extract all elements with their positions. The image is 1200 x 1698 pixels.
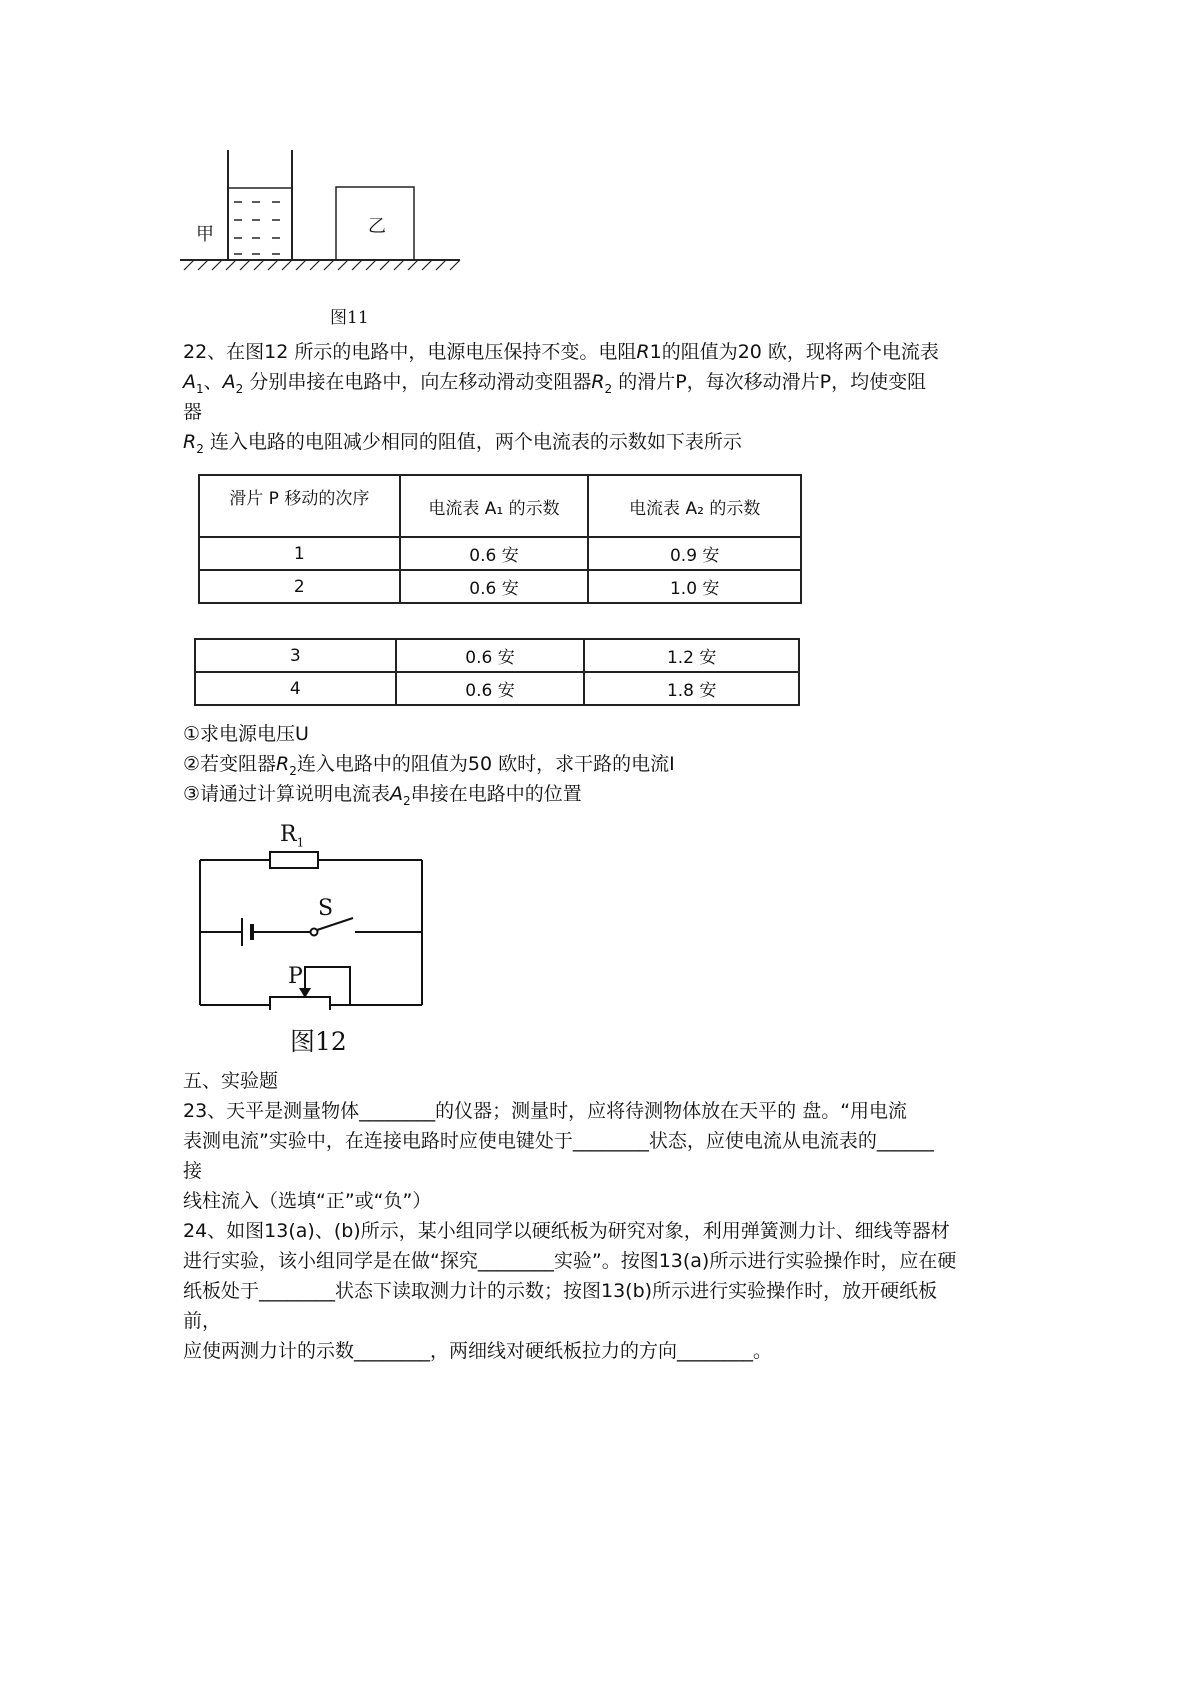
q24-line-4: 前， (183, 1310, 222, 1332)
q24-line-3: 纸板处于________状态下读取测力计的示数；按图13(b)所示进行实验操作时，放开硬纸板 (183, 1280, 938, 1302)
q22-line-4: $R_2$ 连入电路的电阻减少相同的阻值，两个电流表的示数如下表所示 (183, 431, 742, 456)
q24-line-5: 应使两测力计的示数________，两细线对硬纸板拉力的方向________。 (183, 1340, 773, 1362)
table-row: 4 0.6 安 1.8 安 (195, 672, 799, 705)
table-row: 2 0.6 安 1.0 安 (199, 570, 801, 603)
current-table-top (198, 474, 802, 604)
q24-line-1: 24、如图13(a)、(b)所示，某小组同学以硬纸板为研究对象，利用弹簧测力计、细线等器材 (183, 1220, 950, 1242)
label-s: S (318, 896, 334, 921)
figure-12-caption: 图12 (290, 1027, 347, 1056)
label-r1: $R_1$ (280, 822, 305, 850)
q23-line-4: 线柱流入（选填“正”或“负”） (183, 1190, 432, 1212)
q23-line-2: 表测电流”实验中，在连接电路时应使电键处于________状态，应使电流从电流表的______ (183, 1130, 934, 1152)
q22-sub-3: ③请通过计算说明电流表$A_2$串接在电路中的位置 (183, 783, 582, 808)
label-jia: 甲 (196, 224, 214, 245)
q24-line-2: 进行实验，该小组同学是在做“探究________实验”。按图13(a)所示进行实验操作时，应在硬 (183, 1250, 957, 1272)
q22-sub-2: ②若变阻器$R_2$连入电路中的阻值为50 欧时，求干路的电流I (183, 753, 675, 778)
label-p: P (288, 964, 303, 989)
table-header-row (199, 475, 801, 537)
header-a2: 电流表 A₂ 的示数 (588, 475, 801, 537)
table-row: 3 0.6 安 1.2 安 (195, 639, 799, 672)
header-a1: 电流表 A₁ 的示数 (400, 475, 589, 537)
table-row: 1 0.6 安 0.9 安 (199, 537, 801, 570)
q22-sub-1: ①求电源电压U (183, 723, 309, 745)
header-order: 滑片 P 移动的次序 (199, 475, 400, 537)
q22-line-3: 器 (183, 401, 203, 423)
figure-11-caption: 图11 (330, 308, 369, 328)
q23-line-1: 23、天平是测量物体________的仪器；测量时，应将待测物体放在天平的 盘。“用电流 (183, 1100, 908, 1122)
q22-line-2: $A_1$、$A_2$ 分别串接在电路中，向左移动滑动变阻器$R_2$ 的滑片P，每次移动滑片P，均使变阻 (183, 371, 927, 396)
q23-line-3: 接 (183, 1160, 203, 1182)
label-yi: 乙 (368, 216, 386, 237)
figure-11 (180, 150, 480, 330)
q22-line-1: 22、在图12 所示的电路中，电源电压保持不变。电阻R1的阻值为20 欧，现将两个电流表 (183, 341, 939, 363)
figure-12 (190, 820, 450, 1060)
section-5-title: 五、实验题 (183, 1070, 279, 1092)
current-table-bottom (194, 638, 800, 706)
